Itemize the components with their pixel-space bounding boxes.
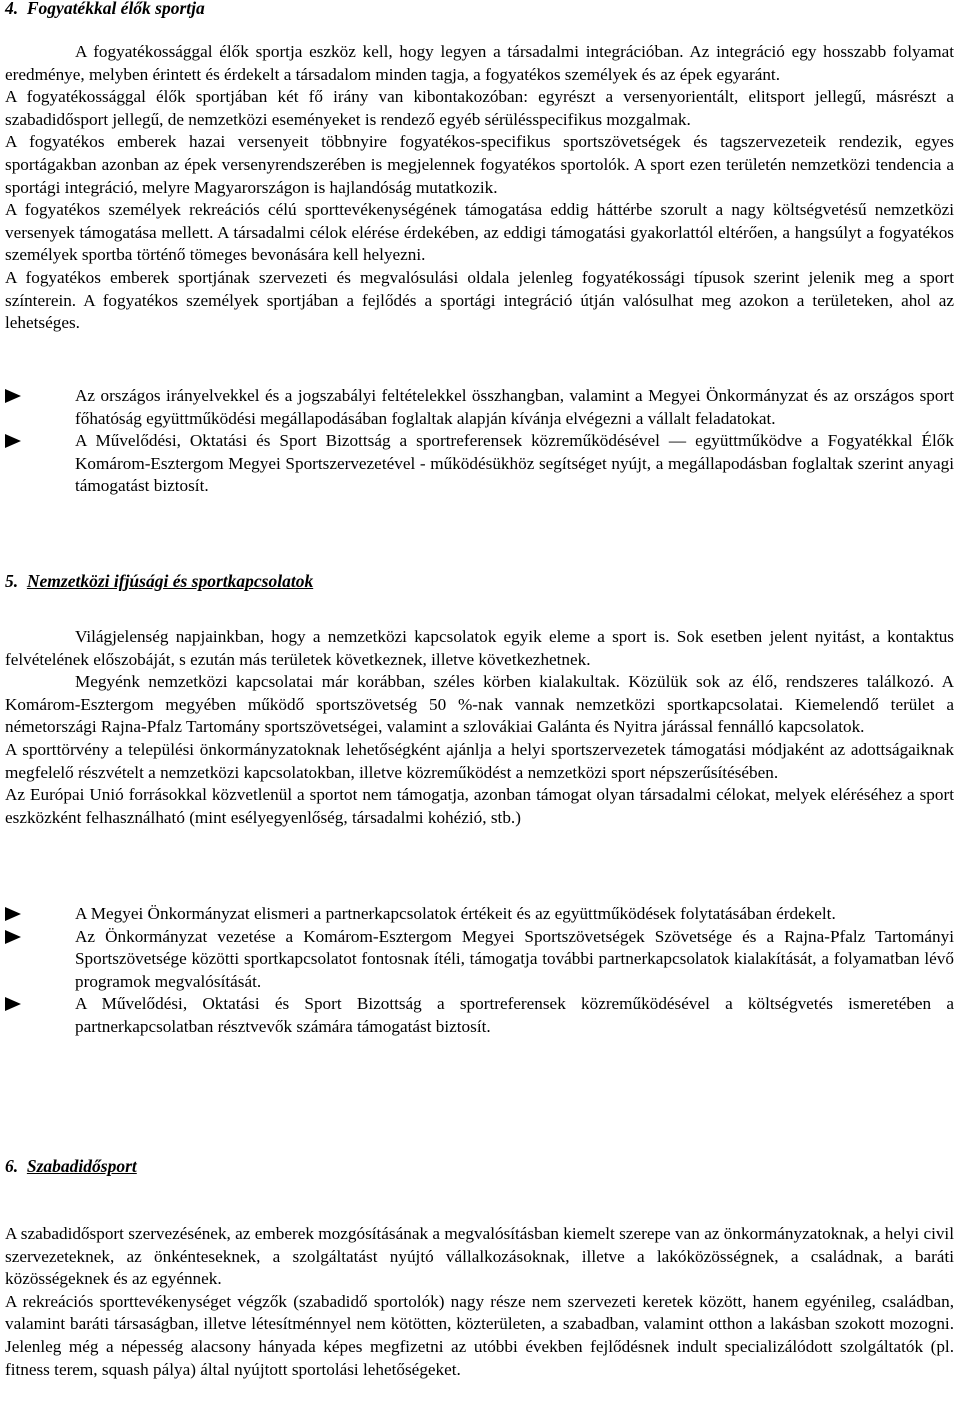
paragraph: A sporttörvény a települési önkormányzatoknak lehetőségként ajánlja a helyi sportszervezetek támogatási módjaként az adottságaiknak megfelelő részvételt a nemzetközi kapcsolatokban, illetve közreműködést a nemzetközi sport népszerűsítésében. xyxy=(5,739,954,782)
paragraph: A fogyatékos személyek rekreációs célú sporttevékenységének támogatása eddig háttérbe szorult a nagy költségvetésű nemzetközi versenyek támogatása mellett. A társadalmi célok elérése érdekében, az eddigi támogatási gyakorlattól eltérően, a hangsúlyt a fogyatékos személyek sportba történő tömeges bevonására kell helyezni. xyxy=(5,200,954,265)
section-6-heading xyxy=(5,1155,137,1177)
section-6-title: Szabadidősport xyxy=(26,1156,137,1176)
list-item-text: Az országos irányelvekkel és a jogszabályi feltételekkel összhangban, valamint a Megyei Önkormányzat és az országos sport főhatóság együttműködési megállapodásában foglaltak alapján kívánja elvégezni a vállalt feladatokat. xyxy=(75,386,954,428)
paragraph: Az Európai Unió forrásokkal közvetlenül a sportot nem támogatja, azonban támogat olyan társadalmi célokat, melyek eléréséhez a sport eszközként felhasználható (mint esélyegyenlőség, társadalmi kohézió, stb.) xyxy=(5,785,954,827)
arrow-bullet-icon xyxy=(5,997,21,1011)
arrow-bullet-icon xyxy=(5,930,21,944)
section-5-body xyxy=(5,626,954,829)
list-item-text: Az Önkormányzat vezetése a Komárom-Esztergom Megyei Sportszövetségek Szövetsége és a Rajna-Pfalz Tartományi Sportszövetsége közötti sportkapcsolatot fontosnak ítéli, támogatja további partnerkapcsolatok kialakítását, a folyamatban lévő programok megvalósítását. xyxy=(75,926,954,991)
list-item-text: A Megyei Önkormányzat elismeri a partnerkapcsolatok értékeit és az együttműködések folytatásában érdekelt. xyxy=(75,904,836,923)
arrow-bullet-icon xyxy=(5,389,21,403)
list-item xyxy=(5,926,954,994)
section-6-number: 6. xyxy=(5,1156,19,1176)
list-item-text: A Művelődési, Oktatási és Sport Bizottság a sportreferensek közreműködésével a költségvetés ismeretében a partnerkapcsolatban résztvevők számára támogatást biztosít. xyxy=(75,994,954,1036)
paragraph: A fogyatékos emberek hazai versenyeit többnyire fogyatékos-specifikus sportszövetségek és tagszervezeteik rendezik, egyes sportágakban azonban az épek versenyrendszerében is megjelennek fogyatékos sportolók. A sport ezen területén nemzetközi tendencia a sportági integráció, melyre Magyarországon is hajlandóság mutatkozik. xyxy=(5,132,954,197)
list-item-text: A Művelődési, Oktatási és Sport Bizottság a sportreferensek közreműködésével — együttműködve a Fogyatékkal Élők Komárom-Esztergom Megyei Sportszervezetével - működésükhöz segítséget nyújt, a megállapodásban foglaltak szerint anyagi támogatást biztosít. xyxy=(75,431,954,496)
section-4-body xyxy=(5,41,954,335)
section-4-number: 4. xyxy=(5,0,19,18)
list-item xyxy=(5,385,954,430)
section-4-heading xyxy=(5,0,205,19)
section-5-number: 5. xyxy=(5,571,19,591)
section-5-bullet-list xyxy=(5,903,954,1039)
section-4-bullet-list xyxy=(5,385,954,498)
paragraph: A fogyatékossággal élők sportja eszköz kell, hogy legyen a társadalmi integrációban. Az integráció egy hosszabb folyamat eredménye, melyben érintett és érdekelt a társadalom minden tagja, a fogyatékos személyek és az épek egyaránt. xyxy=(5,42,954,84)
paragraph: A fogyatékossággal élők sportjában két fő irány van kibontakozóban: egyrészt a versenyorientált, elitsport jellegű, másrészt a szabadidősport jellegű, de nemzetközi eseményeket is rendező egyéb sérülésspecifikus mozgalmak. xyxy=(5,87,954,129)
paragraph: Világjelenség napjainkban, hogy a nemzetközi kapcsolatok egyik eleme a sport is. Sok esetben jelent nyitást, a kontaktus felvételének előszobáját, s ezután más területek következnek, illetve következhetnek. xyxy=(5,627,954,669)
arrow-bullet-icon xyxy=(5,907,21,921)
section-5-heading xyxy=(5,570,313,592)
section-4-title: Fogyatékkal élők sportja xyxy=(26,0,205,18)
paragraph: A szabadidősport szervezésének, az emberek mozgósításának a megvalósításban kiemelt szerepe van az önkormányzatoknak, a helyi civil szervezeteknek, az önkénteseknek, a szolgáltatást nyújtó vállalkozásoknak, illetve a lakóközösségnek, a családnak, a baráti közösségeknek és az egyénnek. xyxy=(5,1224,954,1289)
section-6-body xyxy=(5,1223,954,1381)
list-item xyxy=(5,903,954,926)
paragraph: Megyénk nemzetközi kapcsolatai már korábban, széles körben kialakultak. Közülük sok az élő, rendszeres találkozó. A Komárom-Esztergom megyében működő sportszövetség 50 %-nak vannak nemzetközi sportkapcsolatai. Kiemelendő terület a németországi Rajna-Pfalz Tartomány sportszövetségei, valamint a szlovákiai Galánta és Nyitra járással fennálló kapcsolatok. xyxy=(5,672,954,737)
paragraph: A fogyatékos emberek sportjának szervezeti és megvalósulási oldala jelenleg fogyatékossági típusok szerint jelenik meg a sport színterein. A fogyatékos személyek sportjában a fejlődés a sportági integráció útján valósulhat meg azokon a területeken, ahol az lehetséges. xyxy=(5,267,954,333)
list-item xyxy=(5,993,954,1038)
section-5-title: Nemzetközi ifjúsági és sportkapcsolatok xyxy=(26,571,314,591)
paragraph: A rekreációs sporttevékenységet végzők (szabadidő sportolók) nagy része nem szervezeti keretek között, hanem egyénileg, családban, valamint baráti társaságban, illetve létesítménnyel nem kötötten, közterületen, a szabadban, valamint otthon a lakásban szokott mozogni. Jelenleg még a népesség alacsony hányada képes megfizetni az utóbbi években fejlődésnek indult specializálódott szolgáltatók (pl. fitness terem, squash pálya) által nyújtott sportolási lehetőségeket. xyxy=(5,1291,954,1379)
arrow-bullet-icon xyxy=(5,434,21,448)
list-item xyxy=(5,430,954,498)
